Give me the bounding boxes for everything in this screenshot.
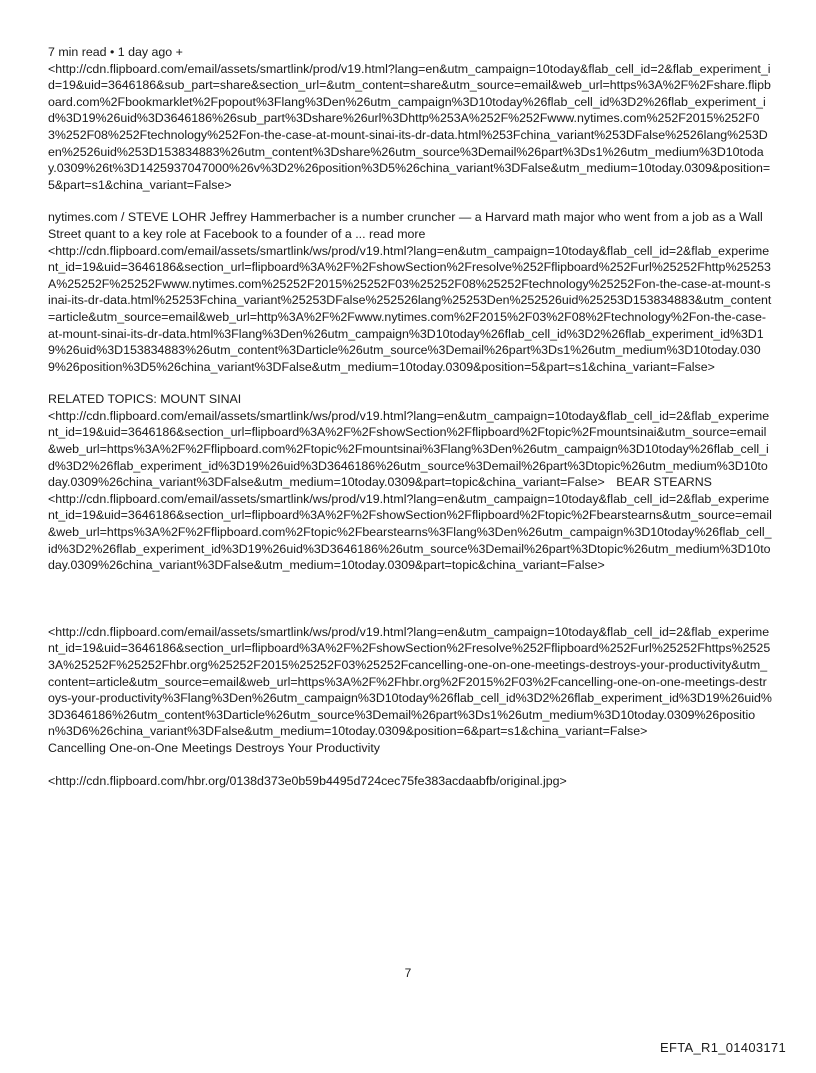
article-title-hbr: Cancelling One-on-One Meetings Destroys Your Productivity [48,740,380,755]
article-block-hbr [48,624,772,757]
related-topics-heading: RELATED TOPICS: MOUNT SINAI [48,392,242,407]
article-link-hbr[interactable]: <http://cdn.flipboard.com/email/assets/smartlink/ws/prod/v19.html?lang=en&utm_campaign=10today&flab_cell_id=2&flab_experiment_id=19&uid=3646186&section_url=flipboard%3A%2F%2FshowSection%2Fresolve%252Fflipboard%252Furl%25252Fhttps%25253A%25252F%25252Fhbr.org%25252F2015%25252F03%25252Fcancelling-one-on-one-meetings-destroys-your-productivity&utm_content=article&utm_source=email&web_url=https%3A%2F%2Fhbr.org%2F2015%2F03%2Fcancelling-one-on-one-meetings-destroys-your-productivity%3Flang%3Den%26utm_campaign%3D10today%26flab_cell_id%3D2%26flab_experiment_id%3D19%26uid%3D3646186%26utm_content%3Darticle%26utm_source%3Demail%26part%3Ds1%26utm_medium%3D10today.0309%26position%3D6%26china_variant%3DFalse&utm_medium=10today.0309&position=6&part=s1&china_variant=False> [48,624,772,739]
document-id: EFTA_R1_01403171 [660,1040,786,1055]
article-link[interactable]: <http://cdn.flipboard.com/email/assets/smartlink/ws/prod/v19.html?lang=en&utm_campaign=10today&flab_cell_id=2&flab_experiment_id=19&uid=3646186&section_url=flipboard%3A%2F%2FshowSection%2Fresolve%252Fflipboard%252Furl%25252Fhttp%25253A%25252F%25252Fwww.nytimes.com%25252F2015%25252F03%25252F08%25252Ftechnology%25252Fon-the-case-at-mount-sinai-its-dr-data.html%25253Fchina_variant%25253DFalse%252526lang%25253Den%252526uid%25253D153834883&utm_content=article&utm_source=email&web_url=http%3A%2F%2Fwww.nytimes.com%2F2015%2F03%2F08%2Ftechnology%2Fon-the-case-at-mount-sinai-its-dr-data.html%3Flang%3Den%26utm_campaign%3D10today%26flab_cell_id%3D2%26flab_experiment_id%3D19%26uid%3D153834883%26utm_content%3Darticle%26utm_source%3Demail%26part%3Ds1%26utm_medium%3D10today.0309%26position%3D5%26china_variant%3DFalse&utm_medium=10today.0309&position=5&part=s1&china_variant=False> [48,243,772,374]
topic-label-bear-stearns: BEAR STEARNS [616,475,712,490]
topic-link-mount-sinai[interactable]: <http://cdn.flipboard.com/email/assets/smartlink/ws/prod/v19.html?lang=en&utm_campaign=10today&flab_cell_id=2&flab_experiment_id=19&uid=3646186&section_url=flipboard%3A%2F%2FshowSection%2Fflipboard%2Ftopic%2Fmountsinai&utm_source=email&web_url=https%3A%2F%2Fflipboard.com%2Ftopic%2Fmountsinai%3Flang%3Den%26utm_campaign%3D10today%26flab_cell_id%3D2%26flab_experiment_id%3D19%26uid%3D3646186%26utm_source%3Demail%26part%3Dtopic%26utm_medium%3D10today.0309%26china_variant%3DFalse&utm_medium=10today.0309&part=topic&china_variant=False> [48,408,770,490]
page-number: 7 [404,966,412,980]
image-link-block [48,773,772,790]
share-link[interactable]: <http://cdn.flipboard.com/email/assets/smartlink/prod/v19.html?lang=en&utm_campaign=10today&flab_cell_id=2&flab_experiment_id=19&uid=3646186&sub_part=share&section_url=&utm_content=share&utm_source=email&web_url=https%3A%2F%2Fshare.flipboard.com%2Fbookmarklet%2Fpopout%3Flang%3Den%26utm_campaign%3D10today%26flab_cell_id%3D2%26flab_experiment_id%3D19%26uid%3D3646186%26sub_part%3Dshare%26url%3Dhttp%253A%252F%252Fwww.nytimes.com%252F2015%252F03%252F08%252Ftechnology%252Fon-the-case-at-mount-sinai-its-dr-data.html%253Fchina_variant%253DFalse%2526lang%253Den%2526uid%253D153834883%26utm_content%3Dshare%26utm_source%3Demail%26part%3Ds1%26utm_medium%3D10today.0309%26t%3D1425937047000%26v%3D2%26position%3D5%26china_variant%3DFalse&utm_medium=10today.0309&position=5&part=s1&china_variant=False> [48,61,771,192]
document-page [48,44,772,805]
article-block-nytimes-share [48,44,772,193]
article-meta: 7 min read • 1 day ago + [48,45,183,59]
spacer [48,590,772,624]
related-topics-block [48,391,772,574]
article-summary: nytimes.com / STEVE LOHR Jeffrey Hammerbacher is a number cruncher — a Harvard math major who went from a job as a Wall Street quant to a key role at Facebook to a founder of a ... read more [48,210,763,241]
image-link[interactable]: <http://cdn.flipboard.com/hbr.org/0138d373e0b59b4495d724cec75fe383acdaabfb/original.jpg> [48,773,567,788]
topic-link-bear-stearns[interactable]: <http://cdn.flipboard.com/email/assets/smartlink/ws/prod/v19.html?lang=en&utm_campaign=10today&flab_cell_id=2&flab_experiment_id=19&uid=3646186&section_url=flipboard%3A%2F%2FshowSection%2Fflipboard%2Ftopic%2Fbearstearns&utm_source=email&web_url=https%3A%2F%2Fflipboard.com%2Ftopic%2Fbearstearns%3Flang%3Den%26utm_campaign%3D10today%26flab_cell_id%3D2%26flab_experiment_id%3D19%26uid%3D3646186%26utm_source%3Demail%26part%3Dtopic%26utm_medium%3D10today.0309%26china_variant%3DFalse&utm_medium=10today.0309&part=topic&china_variant=False> [48,491,772,573]
article-block-nytimes [48,209,772,375]
